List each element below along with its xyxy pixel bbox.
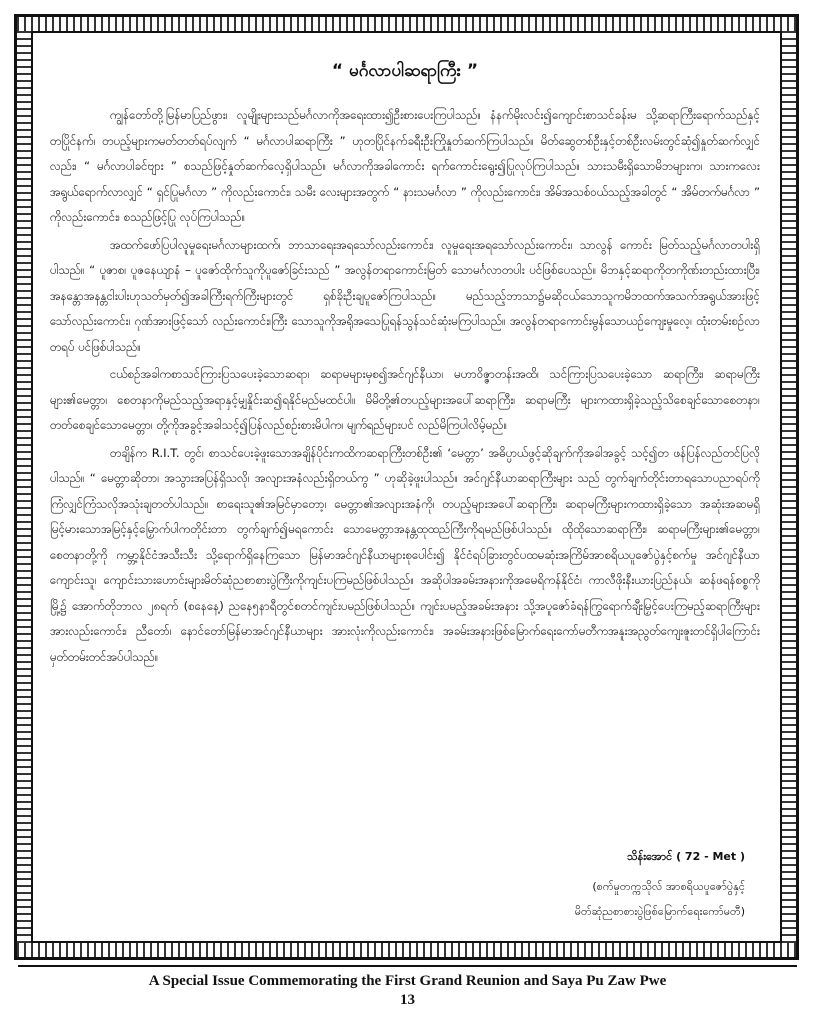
- border-pattern-left: [17, 31, 31, 943]
- article-body: [50, 60, 760, 672]
- border-pattern-top: [17, 17, 796, 31]
- paragraph-2: အထက်ဖော်ပြပါလူမှုရေးမင်္ဂလာများထက်၊ ဘာသာရေးအရသော်လည်းကောင်း၊ လူမှုရေးအရသော်လည်းကောင်း၊ သာလွန် ကောင်း မြတ်သည့်မင်္ဂလာတပါးရှိပါသည်။ “ ပူဇာစ၊ ပူဇနေယျာနံ – ပူဇော်ထိုက်သူကိုပူဇော်ခြင်းသည် ” အလွန်တရာကောင်းမြတ် သောမင်္ဂလာတပါး ပင်ဖြစ်ပေသည်။ မိဘနှင့်ဆရာကိုတကိုဏ်းတည်းထားပြီး၊ အနန္တောအနန္တငါးပါးဟုသတ်မှတ်၍အခါကြီးရက်ကြီးများတွင် ရှစ်ခိုးဦးချပူဇော်ကြပါသည်။ မည်သည့်ဘာသာ၌မဆိုငယ်သောသူကမိဘထက်အသက်အရွယ်အားဖြင့် သော်လည်းကောင်း၊ ဂုဏ်အားဖြင့်သော် လည်းကောင်း၊ကြီး သောသူကိုအရိုအသေပြုရန်သွန်သင်ဆုံးမကြပါသည်။ အလွန်တရာကောင်းမွန်သောယဉ်ကျေးမှုလေ့၊ ထုံးတမ်းစဉ်လာတရပ် ပင်ဖြစ်ပါသည်။: [50, 237, 760, 354]
- article-title: “ မင်္ဂလာပါဆရာကြီး ”: [331, 61, 479, 81]
- author-name: သိန်းအောင် ( 72 - Met ): [626, 850, 745, 863]
- paragraph-4: တချိန်က R.I.T. တွင်၊ စာသင်ပေးခဲ့ဖူးသောအချိန်ပိုင်းကထိကဆရာကြီးတစ်ဦး၏ ‘မေတ္တာ’ အဓိပ္ပာယ်ဖွင့်ဆိုချက်ကိုအခါအခွင့် သင့်၍တ ဖန်ပြန်လည်တင်ပြလိုပါသည်။ “ မေတ္တာဆိုတာ၊ အသွားအပြန်ရှိသလို၊ အလျားအနံလည်းရှိတယ်ကွ ” ဟုဆိုခဲ့ဖူးပါသည်။ အင်ဂျင်နီယာဆရာကြီးများ သည် တွက်ချက်တိုင်းတာရသောပညာရပ်ကို ကြံလျှင်ကြံသလိုအသုံးချတတ်ပါသည်။ စာရေးသူ၏အမြင်မှာတော့၊ မေတ္တာ၏အလျားအနံကို၊ တပည့်များအပေါ်ဆရာကြီး၊ ဆရာမကြီးများကထားရှိခဲ့သော အဆုံးအဆမရှိမြင့်မားသောအမြင့်နှင့်မြှောက်ပါကတိုင်းတာ တွက်ချက်၍မရကောင်း သောမေတ္တာအနန္တထုထည်ကြီးကိုရမည်ဖြစ်ပါသည်။ ထိုထိုသောဆရာကြီး၊ ဆရာမကြီးများ၏မေတ္တာ၊ စေတနာတို့ကို ကမ္ဘာ့နိုင်ငံအသီးသီး သို့ရောက်ရှိနေကြသော မြန်မာအင်ဂျင်နီယာများစုပေါင်း၍ နိုင်ငံရပ်ခြားတွင်ပထမဆုံးအကြိမ်အာစရိယပူဇော်ပွဲနှင့်စက်မှု အင်ဂျင်နီယာကျောင်းသူ၊ ကျောင်းသားဟောင်းများမိတ်ဆုံညစာစားပွဲကြီးကိုကျင်းပကြမည်ဖြစ်ပါသည်။ အဆိုပါအခမ်းအနားကိုအမေရိကန်နိုင်ငံ၊ ကာလီဖိုးနီးယားပြည်နယ်၊ ဆန်ဖရန်စစ္စကိုမြို့၌ အောက်တိုဘာလ ၂၈ရက် (စနေနေ့) ညနေ၅နာရီတွင်စတင်ကျင်းပမည်ဖြစ်ပါသည်။ ကျင်းပမည့်အခမ်းအနား သို့အပူဇော်ခံရန်ကြွရောက်ချီးမြှင့်ပေးကြမည့်ဆရာကြီးများအားလည်းကောင်း၊ ညီတော်၊ နောင်တော်မြန်မာအင်ဂျင်နီယာများ အားလုံးကိုလည်းကောင်း၊ အခမ်းအနားဖြစ်မြောက်ရေးကော်မတီကအနူးအညွတ်ကျေးဇူးတင်ရှိပါကြောင်းမှတ်တမ်းတင်အပ်ပါသည်။: [50, 445, 760, 664]
- author-affiliation-line2: မိတ်ဆုံညစာစားပွဲဖြစ်မြောက်ရေးကော်မတီ): [574, 905, 745, 918]
- page-number: 13: [400, 992, 415, 1008]
- border-pattern-right: [782, 31, 796, 943]
- author-affiliation-line1: (စက်မှုတက္ကသိုလ် အာစရိယပူဇော်ပွဲနှင့်: [592, 880, 745, 893]
- footer-divider: [18, 965, 797, 967]
- paragraph-3: ငယ်စဉ်အခါကစာသင်ကြားပြသပေးခဲ့သောဆရာ၊ ဆရာမများမှစ၍အင်ဂျင်နီယာ၊ မဟာဝိဇ္ဇာတန်းအထိ၊ သင်ကြားပြသပေးခဲ့သော ဆရာကြီး၊ ဆရာမကြီးများ၏မေတ္တာ၊ စေတနာကိုမည်သည့်အရာနှင့်မျှနှိုင်းဆ၍ရနိုင်မည်မထင်ပါ။ မိမိတို့၏တပည့်များအပေါ်ဆရာကြီး၊ ဆရာမကြီး များကထားရှိခဲ့သည့်သိစေချင်သောစေတနာ၊ တတ်စေချင်သောမေတ္တာ၊ တို့ကိုအခွင့်အခါသင့်၍ပြန်လည်စဉ်းစားမိပါက၊ မျက်ရည်များပင် လည်မိကြပါလိမ့်မည်။: [50, 367, 760, 432]
- border-pattern-bottom: [17, 943, 796, 957]
- paragraph-1: ကျွန်တော်တို့မြန်မာပြည်ဖွား၊ လူမျိုးများသည်မင်္ဂလာကိုအရေးထား၍ဦးစားပေးကြပါသည်။ နံနက်မိုးလင်း၍ကျောင်းစာသင်ခန်းမ သို့ဆရာကြီးရောက်သည်နှင့်တပြိုင်နက်၊ တပည့်များကမတ်တတ်ရပ်လျက် “ မင်္ဂလာပါဆရာကြီး ” ဟုတပြိုင်နက်ခရီးဦးကြိုနှုတ်ဆက်ကြပါသည်။ မိတ်ဆွေတစ်ဦးနှင့်တစ်ဦးလမ်းတွင်ဆုံ၍နှုတ်ဆက်လျှင်လည်း၊ “ မင်္ဂလာပါခင်ဗျား ” စသည်ဖြင့်နှုတ်ဆက်လေ့ရှိပါသည်။ မင်္ဂလာကိုအခါကောင်း ရက်ကောင်းရွေး၍ပြုလုပ်ကြပါသည်။ သားသမီးရှိသောမိဘများက၊ သားကလေးအရွယ်ရောက်လာလျှင် “ ရှင်ပြုမင်္ဂလာ ” ကိုလည်းကောင်း၊ သမီး လေးများအတွက် “ နားသမင်္ဂလာ ” ကိုလည်းကောင်း၊ အိမ်အသစ်ဝယ်သည့်အခါတွင် “ အိမ်တက်မင်္ဂလာ ” ကိုလည်းကောင်း၊ စသည်ဖြင့်ပြု လုပ်ကြပါသည်။: [50, 108, 760, 224]
- page-footer: [0, 972, 815, 1010]
- footer-title: A Special Issue Commemorating the First Grand Reunion and Saya Pu Zaw Pwe: [148, 973, 667, 989]
